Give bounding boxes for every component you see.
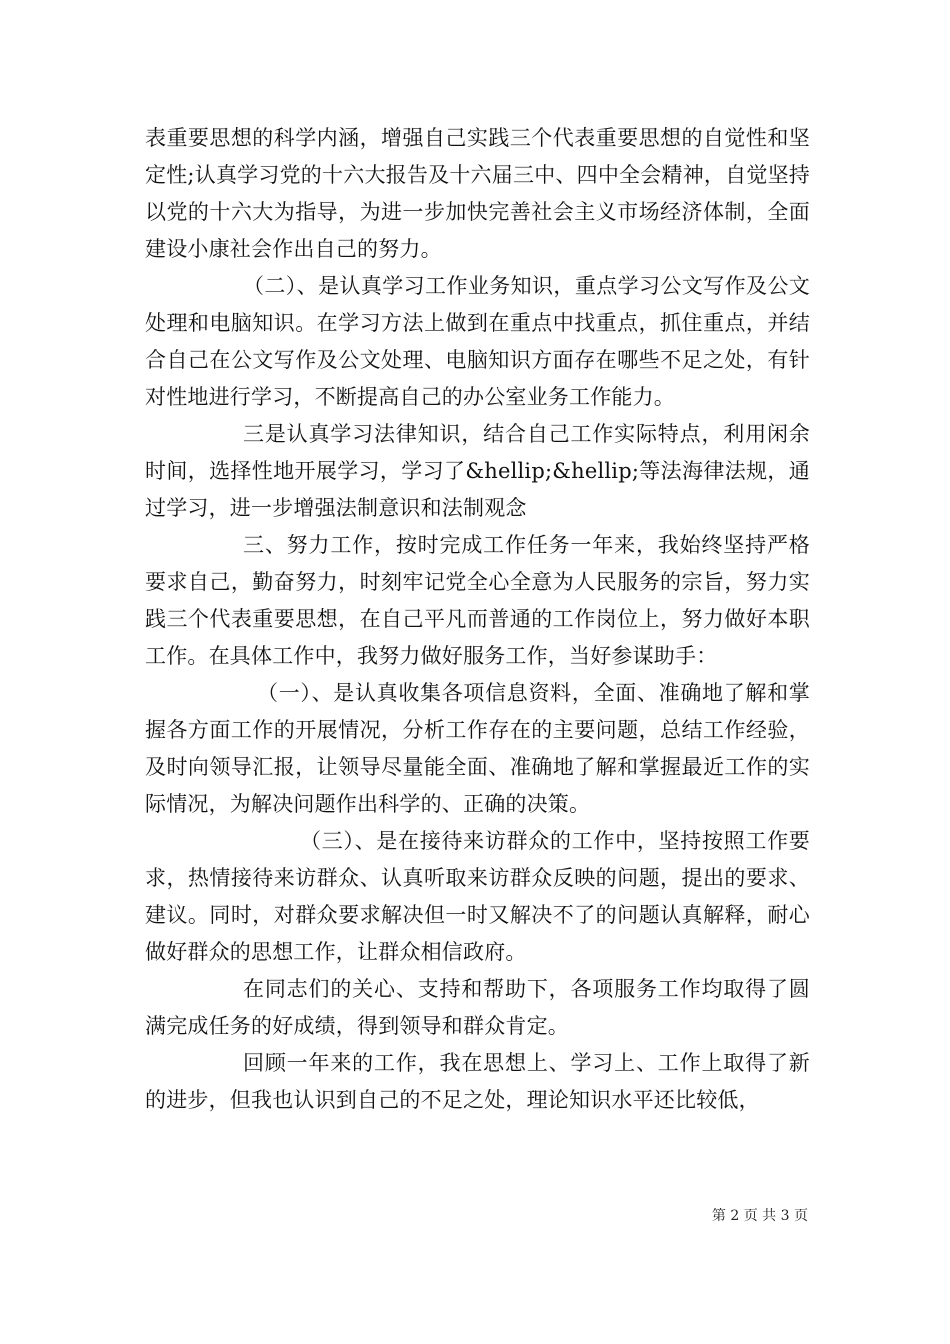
paragraph-2: （二）、是认真学习工作业务知识，重点学习公文写作及公文处理和电脑知识。在学习方法上做到在重点中找重点，抓住重点，并结合自己在公文写作及公文处理、电脑知识方面存在哪些不足之处，有针对性地进行学习，不断提高自己的办公室业务工作能力。	[145, 274, 810, 409]
paragraph-7: 在同志们的关心、支持和帮助下，各项服务工作均取得了圆满完成任务的好成绩，得到领导和群众肯定。	[145, 977, 810, 1038]
paragraph-4: 三、努力工作，按时完成工作任务一年来，我始终坚持严格要求自己，勤奋努力，时刻牢记党全心全意为人民服务的宗旨，努力实践三个代表重要思想，在自己平凡而普通的工作岗位上，努力做好本职工作。在具体工作中，我努力做好服务工作，当好参谋助手：	[145, 533, 810, 668]
paragraph-3: 三是认真学习法律知识，结合自己工作实际特点，利用闲余时间，选择性地开展学习，学习了&hellip;&hellip;等法海律法规，通过学习，进一步增强法制意识和法制观念	[145, 422, 810, 520]
paragraph-1: 表重要思想的科学内涵，增强自己实践三个代表重要思想的自觉性和坚定性;认真学习党的十六大报告及十六届三中、四中全会精神，自觉坚持以党的十六大为指导，为进一步加快完善社会主义市场经济体制，全面建设小康社会作出自己的努力。	[145, 126, 810, 261]
page-number-footer: 第 2 页 共 3 页	[711, 1208, 808, 1224]
paragraph-8: 回顾一年来的工作，我在思想上、学习上、工作上取得了新的进步，但我也认识到自己的不足之处，理论知识水平还比较低，	[145, 1051, 810, 1112]
paragraph-5: （一）、是认真收集各项信息资料，全面、准确地了解和掌握各方面工作的开展情况，分析工作存在的主要问题，总结工作经验，及时向领导汇报，让领导尽量能全面、准确地了解和掌握最近工作的实际情况，为解决问题作出科学的、正确的决策。	[145, 681, 810, 816]
document-body	[145, 120, 810, 1119]
paragraph-6: （三）、是在接待来访群众的工作中，坚持按照工作要求，热情接待来访群众、认真听取来访群众反映的问题，提出的要求、建议。同时，对群众要求解决但一时又解决不了的问题认真解释，耐心做好群众的思想工作，让群众相信政府。	[145, 829, 810, 964]
